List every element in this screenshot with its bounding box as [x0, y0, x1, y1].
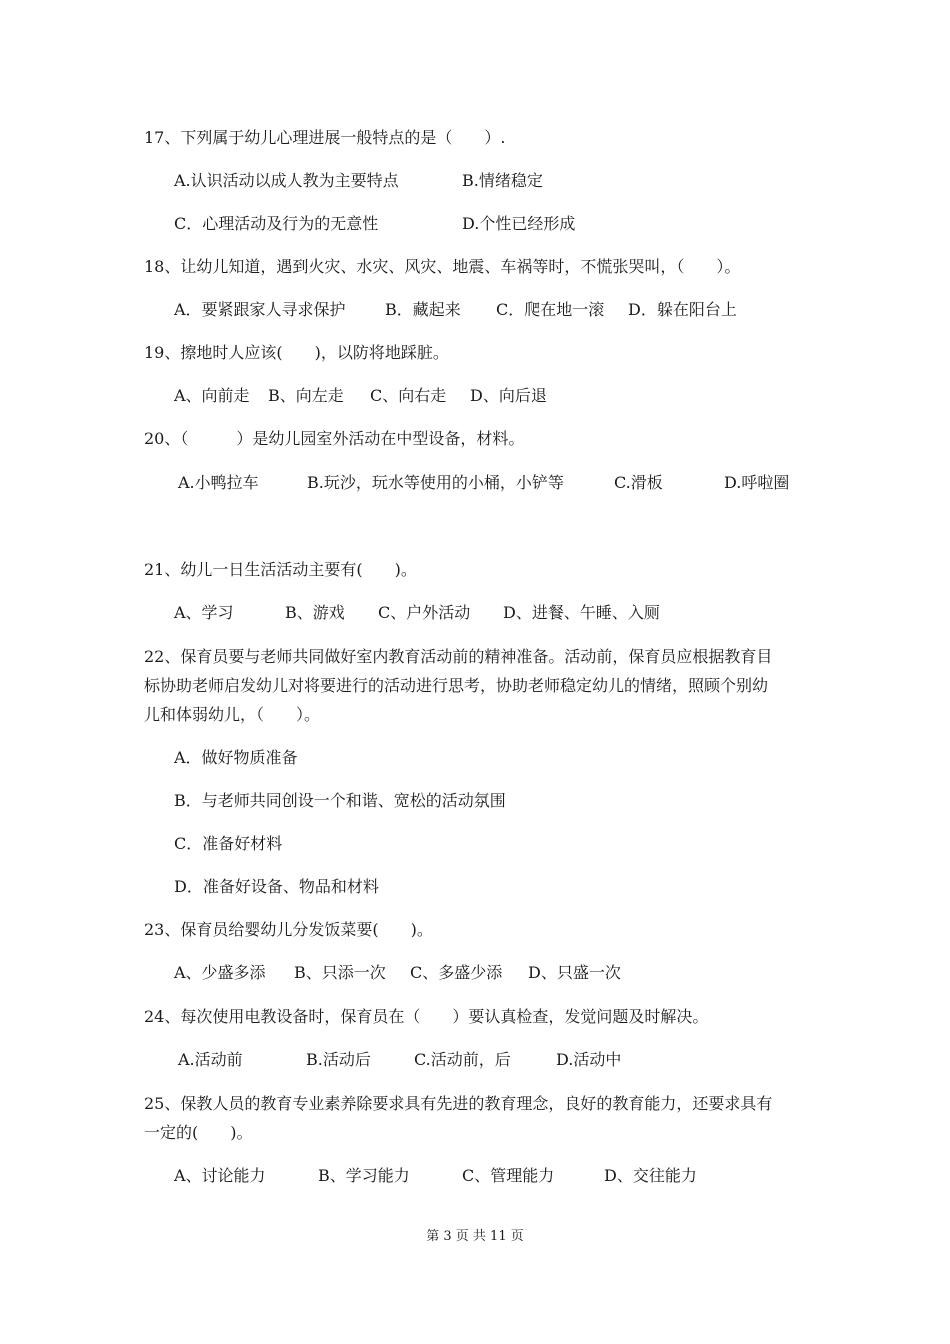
question-22-option-d: D．准备好设备、物品和材料 — [174, 877, 379, 896]
question-21-option-b: B、游戏 — [285, 603, 345, 622]
question-18-stem: 18、让幼儿知道，遇到火灾、水灾、风灾、地震、车祸等时，不慌张哭叫，（ ）。 — [144, 257, 741, 276]
question-25-options — [0, 1166, 697, 1186]
question-17-option-d: D.个性已经形成 — [462, 214, 576, 233]
question-21-option-c: C、户外活动 — [378, 603, 471, 622]
question-24-option-d: D.活动中 — [556, 1050, 622, 1069]
question-23-option-c: C、多盛少添 — [410, 963, 503, 982]
question-24-option-b: B.活动后 — [306, 1050, 371, 1069]
question-23-options — [0, 963, 621, 983]
question-25-stem-line-2: 一定的( )。 — [144, 1123, 253, 1142]
question-20-option-a: A.小鸭拉车 — [178, 473, 259, 492]
question-17-option-a: A.认识活动以成人教为主要特点 — [174, 171, 399, 190]
question-23-option-a: A、少盛多添 — [174, 963, 266, 982]
question-17-option-c: C．心理活动及行为的无意性 — [174, 214, 379, 233]
question-22-option-b: B．与老师共同创设一个和谐、宽松的活动氛围 — [174, 791, 506, 810]
question-24-stem: 24、每次使用电教设备时，保育员在（ ）要认真检查，发觉问题及时解决。 — [144, 1007, 709, 1026]
question-20-option-b: B.玩沙，玩水等使用的小桶，小铲等 — [307, 473, 564, 492]
question-18-options — [0, 300, 737, 320]
question-19-options — [0, 386, 547, 406]
question-23-option-b: B、只添一次 — [294, 963, 386, 982]
question-23-stem: 23、保育员给婴幼儿分发饭菜要( )。 — [144, 920, 433, 939]
question-25-option-a: A、讨论能力 — [174, 1166, 266, 1185]
question-25-option-c: C、管理能力 — [462, 1166, 555, 1185]
question-21-option-d: D、进餐、午睡、入厕 — [503, 603, 660, 622]
question-24-options — [0, 1050, 622, 1070]
question-21-option-a: A、学习 — [174, 603, 234, 622]
question-24-option-a: A.活动前 — [178, 1050, 243, 1069]
question-20-option-d: D.呼啦圈 — [724, 473, 790, 492]
page-footer: 第 3 页 共 11 页 — [426, 1229, 524, 1244]
question-17-options-row-2 — [0, 214, 576, 234]
question-24-option-c: C.活动前，后 — [414, 1050, 511, 1069]
question-17-option-b: B.情绪稳定 — [462, 171, 543, 190]
question-19-option-b: B、向左走 — [268, 386, 344, 405]
question-25-option-b: B、学习能力 — [318, 1166, 410, 1185]
question-22-stem-line-2: 标协助老师启发幼儿对将要进行的活动进行思考，协助老师稳定幼儿的情绪，照顾个别幼 — [144, 676, 769, 695]
question-21-options — [0, 603, 660, 623]
question-22-stem-line-3: 儿和体弱幼儿，（ ）。 — [144, 705, 321, 724]
question-25-stem-line-1: 25、保教人员的教育专业素养除要求具有先进的教育理念，良好的教育能力，还要求具有 — [144, 1094, 773, 1113]
question-19-stem: 19、擦地时人应该( )，以防将地踩脏。 — [144, 343, 449, 362]
question-18-option-c: C．爬在地一滚 — [496, 300, 605, 319]
question-25-option-d: D、交往能力 — [604, 1166, 697, 1185]
question-19-option-a: A、向前走 — [174, 386, 250, 405]
question-21-stem: 21、幼儿一日生活活动主要有( )。 — [144, 560, 417, 579]
question-20-options — [0, 473, 790, 493]
question-19-option-c: C、向右走 — [370, 386, 447, 405]
question-17-stem: 17、下列属于幼儿心理进展一般特点的是（ ）. — [144, 128, 506, 147]
question-22-stem-line-1: 22、保育员要与老师共同做好室内教育活动前的精神准备。活动前，保育员应根据教育目 — [144, 647, 773, 666]
question-17-options-row-1 — [0, 171, 543, 191]
question-23-option-d: D、只盛一次 — [528, 963, 621, 982]
question-18-option-b: B．藏起来 — [385, 300, 461, 319]
question-18-option-a: A．要紧跟家人寻求保护 — [174, 300, 346, 319]
question-22-option-a: A．做好物质准备 — [174, 748, 298, 767]
question-22-option-c: C．准备好材料 — [174, 834, 283, 853]
question-18-option-d: D．躲在阳台上 — [628, 300, 737, 319]
question-20-option-c: C.滑板 — [614, 473, 663, 492]
question-19-option-d: D、向后退 — [470, 386, 547, 405]
question-20-stem: 20、（ ）是幼儿园室外活动在中型设备，材料。 — [144, 429, 525, 448]
